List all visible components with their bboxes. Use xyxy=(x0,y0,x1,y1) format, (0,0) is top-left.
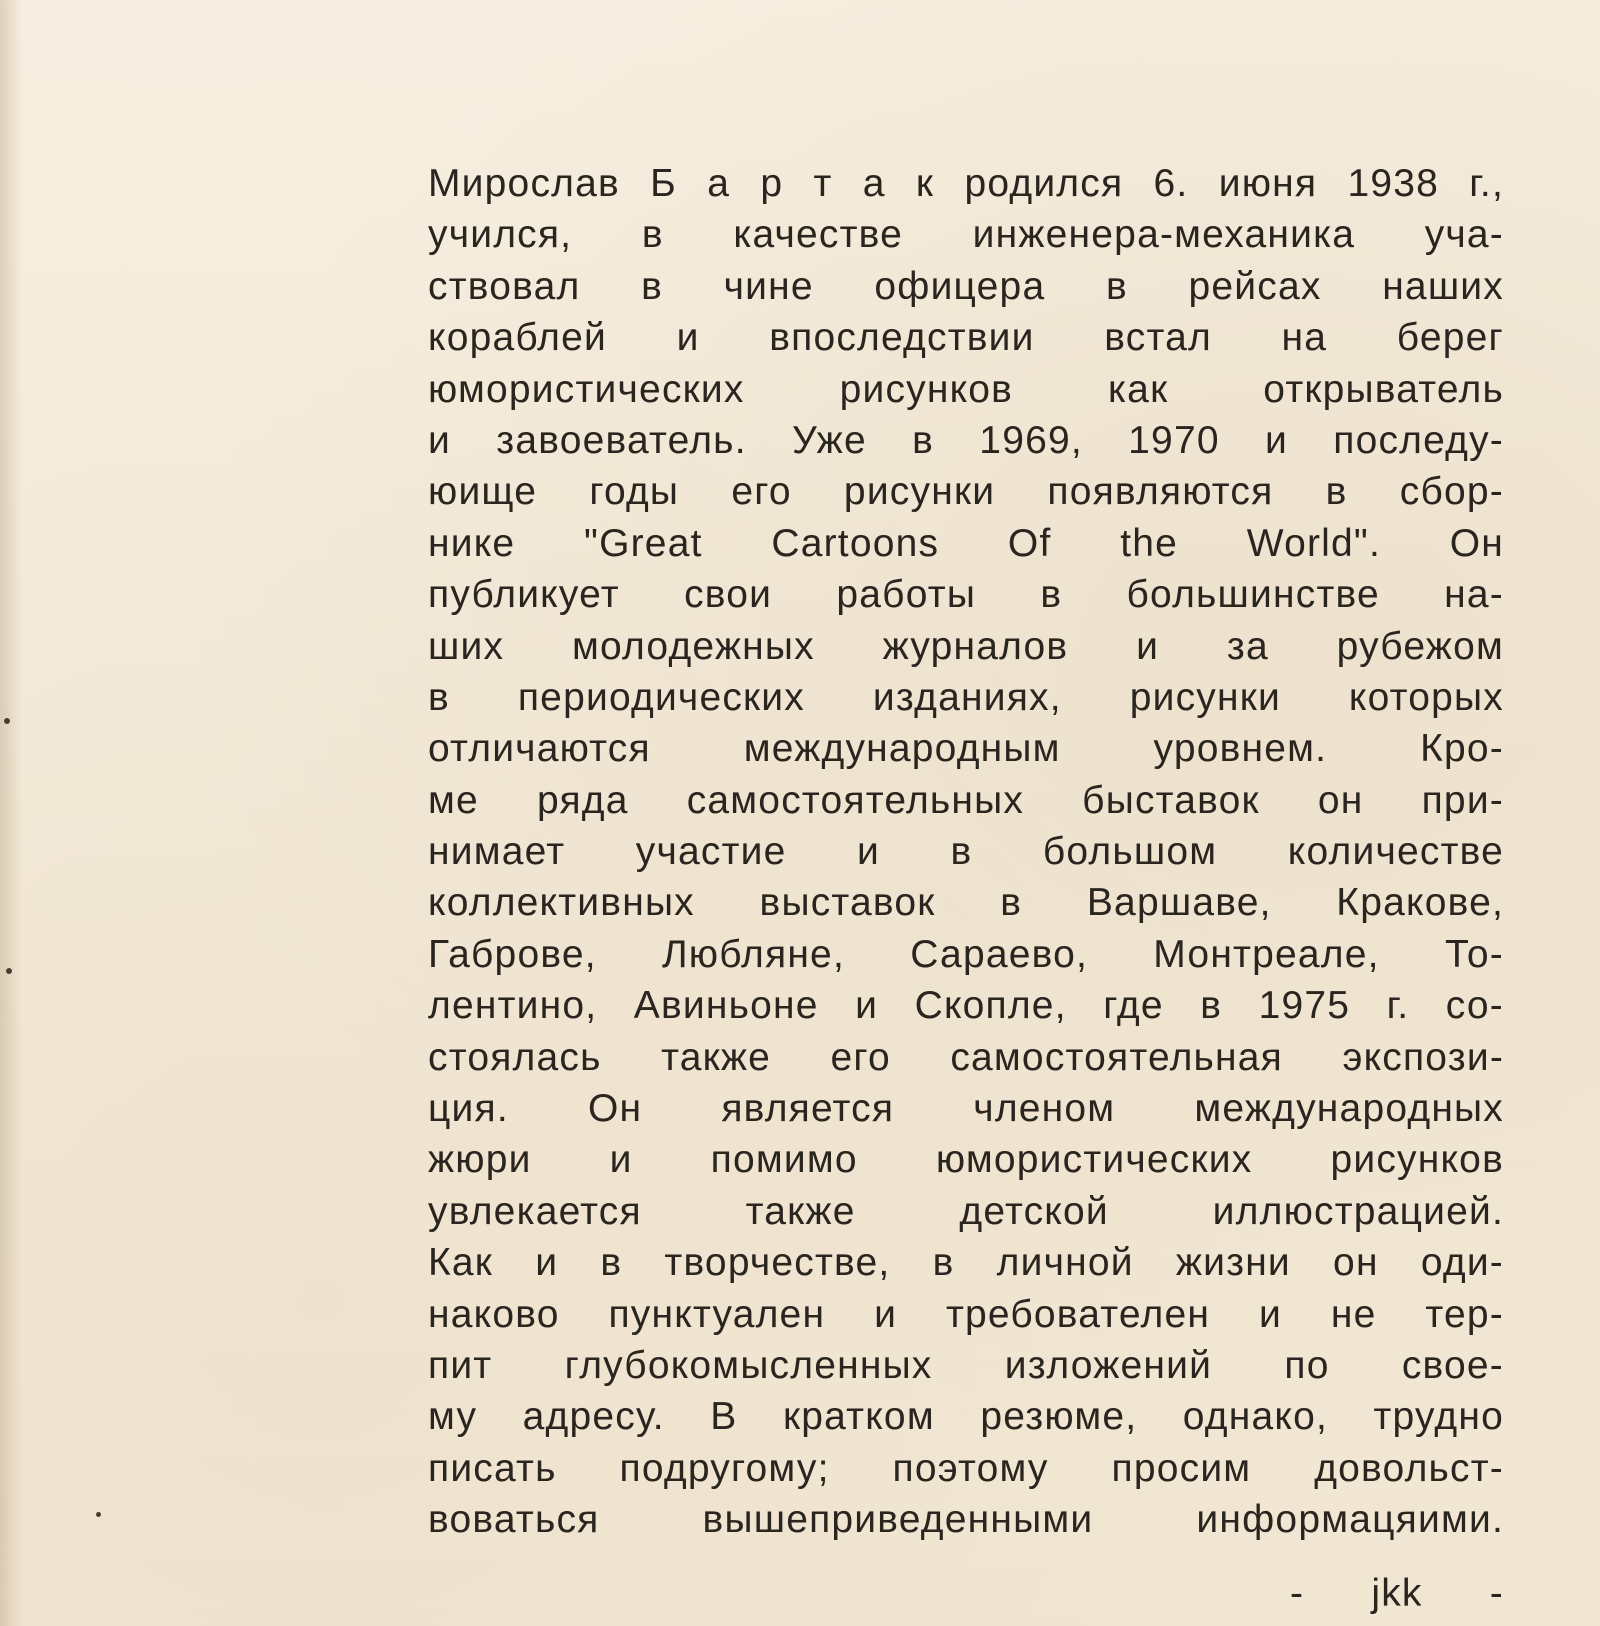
ink-speck xyxy=(4,718,10,724)
page-left-edge xyxy=(0,0,22,1626)
text-line: лентино, Авиньоне и Скопле, где в 1975 г. со- xyxy=(428,984,1504,1028)
text-line: наково пунктуален и требователен и не тер- xyxy=(428,1292,1504,1336)
text-line: Как и в творчестве, в личной жизни он оди- xyxy=(428,1241,1504,1285)
article-text xyxy=(428,158,1504,1546)
text-line: в периодических изданиях, рисунки которых xyxy=(428,675,1504,719)
ink-speck xyxy=(96,1512,101,1517)
text-line: Мирослав Б а р т а к родился 6. июня 1938 г., xyxy=(428,162,1504,205)
text-line: жюри и помимо юмористических рисунков xyxy=(428,1138,1504,1182)
text-line: ших молодежных журналов и за рубежом xyxy=(428,624,1504,668)
text-line: увлекается также детской иллюстрацией. xyxy=(428,1189,1504,1233)
text-line: воваться вышеприведенными информацяими. xyxy=(428,1498,1504,1542)
text-line: Габрове, Любляне, Сараево, Монтреале, То- xyxy=(428,932,1504,976)
text-line: ция. Он является членом международных xyxy=(428,1087,1504,1131)
text-line: му адресу. В кратком резюме, однако, трудно xyxy=(428,1395,1504,1439)
text-line: коллективных выставок в Варшаве, Кракове, xyxy=(428,881,1504,925)
text-line: ствовал в чине офицера в рейсах наших xyxy=(428,264,1504,308)
text-line: отличаются международным уровнем. Кро- xyxy=(428,727,1504,771)
text-line: юмористических рисунков как открыватель xyxy=(428,367,1504,411)
text-line: учился, в качестве инженера-механика уча- xyxy=(428,213,1504,257)
ink-speck xyxy=(6,968,12,974)
text-line: публикует свои работы в большинстве на- xyxy=(428,573,1504,617)
text-line: нике "Great Cartoons Of the World". Он xyxy=(428,521,1504,565)
text-line: нимает участие и в большом количестве xyxy=(428,830,1504,874)
text-line: кораблей и впоследствии встал на берег xyxy=(428,316,1504,360)
text-line: писать подругому; поэтому просим довольст- xyxy=(428,1446,1504,1490)
text-line: и завоеватель. Уже в 1969, 1970 и последу- xyxy=(428,418,1504,462)
author-signature: - jkk - xyxy=(1290,1572,1504,1615)
text-line: пит глубокомысленных изложений по свое- xyxy=(428,1343,1504,1387)
text-line: стоялась также его самостоятельная экспози- xyxy=(428,1035,1504,1079)
text-line: ме ряда самостоятельных быставок он при- xyxy=(428,778,1504,822)
text-line: юище годы его рисунки появляются в сбор- xyxy=(428,470,1504,514)
